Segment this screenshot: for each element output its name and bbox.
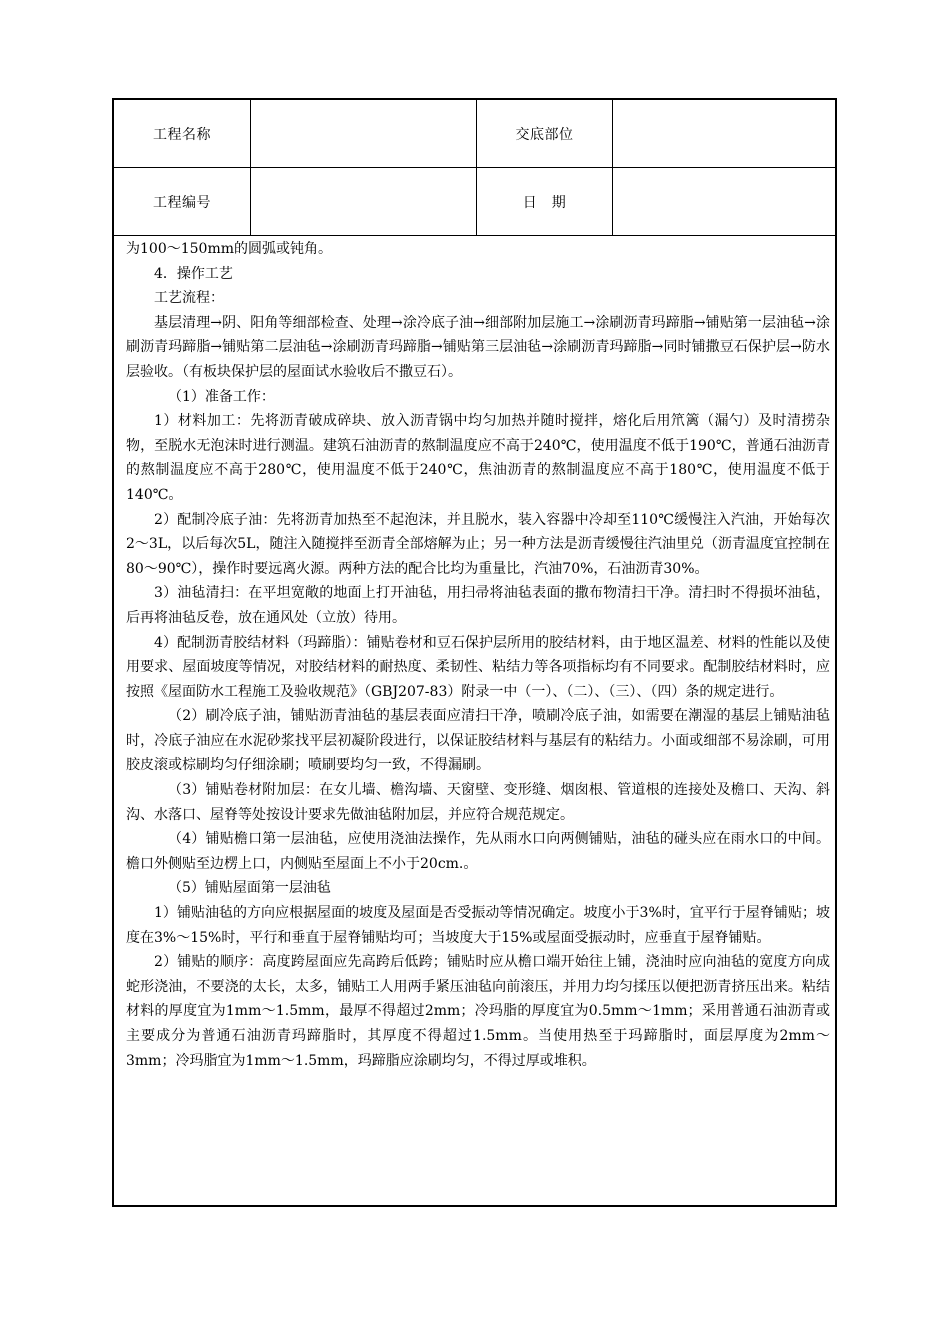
paragraph: 4）配制沥青胶结材料（玛蹄脂）：铺贴卷材和豆石保护层所用的胶结材料，由于地区温差、材料的性能以及使用要求、屋面坡度等情况，对胶结材料的耐热度、柔韧性、粘结力等各项指标均有不同要求。配制胶结材料时，应按照《屋面防水工程施工及验收规范》（GBJ207-83）附录一中（一）、（二）、（三）、（四）条的规定进行。 bbox=[126, 634, 830, 700]
paragraph: 为100～150mm的圆弧或钝角。 bbox=[126, 241, 332, 257]
paragraph: （4）铺贴檐口第一层油毡，应使用浇油法操作，先从雨水口向两侧铺贴，油毡的碰头应在雨水口的中间。檐口外侧贴至边楞上口，内侧贴至屋面上不小于20cm.。 bbox=[126, 831, 830, 872]
paragraph: （2）刷冷底子油，铺贴沥青油毡的基层表面应清扫干净，喷刷冷底子油，如需要在潮湿的基层上铺贴油毡时，冷底子油应在水泥砂浆找平层初凝阶段进行，以保证胶结材料与基层有的粘结力。小面或细部不易涂刷，可用胶皮滚或棕刷均匀仔细涂刷；喷刷要均匀一致，不得漏刷。 bbox=[126, 708, 830, 774]
paragraph: 工艺流程： bbox=[154, 290, 224, 307]
disclosure-form bbox=[112, 98, 837, 1207]
header-bottom-divider bbox=[114, 235, 835, 236]
paragraph: （3）铺贴卷材附加层：在女儿墙、檐沟墙、天窗壁、变形缝、烟囱根、管道根的连接处及檐口、天沟、斜沟、水落口、屋脊等处按设计要求先做油毡附加层，并应符合规范规定。 bbox=[126, 782, 830, 823]
paragraph: 2）铺贴的顺序：高度跨屋面应先高跨后低跨；铺贴时应从檐口端开始往上铺，浇油时应向油毡的宽度方向成蛇形浇油，不要浇的太长，太多，铺贴工人用两手紧压油毡向前滚压，并用力均匀揉压以便把沥青挤压出来。粘结材料的厚度宜为1mm～1.5mm，最厚不得超过2mm；冷玛脂的厚度宜为0.5mm～1mm；采用普通石油沥青或主要成分为普通石油沥青玛蹄脂时，其厚度不得超过1.5mm。当使用热至于玛蹄脂时，面层厚度为2mm～3mm；冷玛脂宜为1mm～1.5mm，玛蹄脂应涂刷均匀，不得过厚或堆积。 bbox=[126, 954, 830, 1069]
paragraph: 1）材料加工：先将沥青破成碎块、放入沥青锅中均匀加热并随时搅拌，熔化后用笊篱（漏勺）及时清捞杂物，至脱水无泡沫时进行测温。建筑石油沥青的熬制温度应不高于240℃，使用温度不低于190℃，普通石油沥青的熬制温度应不高于280℃，使用温度不低于240℃，焦油沥青的熬制温度应不高于180℃，使用温度不低于140℃。 bbox=[126, 413, 830, 503]
subsection-heading: （5）铺贴屋面第一层油毡 bbox=[168, 880, 331, 897]
project-no-value[interactable] bbox=[251, 168, 476, 235]
paragraph: 1）铺贴油毡的方向应根据屋面的坡度及屋面是否受振动等情况确定。坡度小于3%时，宜平行于屋脊铺贴；坡度在3%～15%时，平行和垂直于屋脊铺贴均可；当坡度大于15%或屋面受振动时，应垂直于屋脊铺贴。 bbox=[126, 905, 830, 946]
paragraph: 基层清理→阴、阳角等细部检查、处理→涂冷底子油→细部附加层施工→涂刷沥青玛蹄脂→铺贴第一层油毡→涂刷沥青玛蹄脂→铺贴第二层油毡→涂刷沥青玛蹄脂→铺贴第三层油毡→涂刷沥青玛蹄脂→同时铺撒豆石保护层→防水层验收。（有板块保护层的屋面试水验收后不撒豆石）。 bbox=[126, 314, 830, 380]
location-value[interactable] bbox=[613, 100, 835, 167]
subsection-heading: （1）准备工作： bbox=[168, 388, 275, 405]
header-table bbox=[114, 100, 835, 236]
project-name-value[interactable] bbox=[251, 100, 476, 167]
project-no-label: 工程编号 bbox=[153, 194, 211, 211]
project-name-label: 工程名称 bbox=[153, 126, 211, 143]
paragraph: 2）配制冷底子油：先将沥青加热至不起泡沫，并且脱水，装入容器中冷却至110℃缓慢注入汽油，开始每次2～3L，以后每次5L，随注入随搅拌至沥青全部熔解为止；另一种方法是沥青缓慢往汽油里兑（沥青温度宜控制在80～90℃），操作时要远离火源。两种方法的配合比均为重量比，汽油70%，石油沥青30%。 bbox=[126, 511, 830, 577]
date-value[interactable] bbox=[613, 168, 835, 235]
section-heading: 4．操作工艺 bbox=[154, 265, 233, 282]
disclosure-content bbox=[126, 237, 830, 1073]
location-label: 交底部位 bbox=[515, 126, 574, 143]
paragraph: 3）油毡清扫：在平坦宽敞的地面上打开油毡，用扫帚将油毡表面的撒布物清扫干净。清扫时不得损坏油毡，后再将油毡反卷，放在通风处（立放）待用。 bbox=[126, 585, 830, 626]
date-label: 日 期 bbox=[522, 194, 567, 211]
